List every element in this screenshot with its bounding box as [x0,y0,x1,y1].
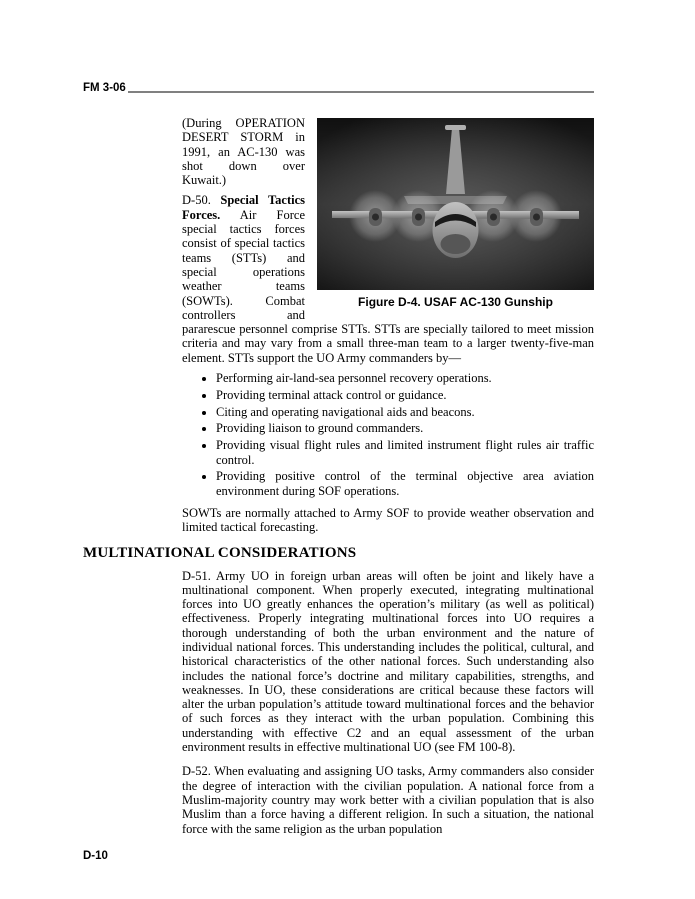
paragraph-intro: (During OPERATION DESERT STORM in 1991, an AC-130 was shot down over Kuwait.) [182,116,305,188]
paragraph-d51: D-51. Army UO in foreign urban areas will often be joint and likely have a multinational component. When properly executed, integrating multinational forces into UO greatly enhances the operation’s military (as well as political) effectiveness. Properly integrating multinational forces into UO requires a thorough understanding of both the urban environment and the nature of individual national forces. This understanding includes the political, cultural, and historical characteristics of the other national forces. Such understanding also includes the national force’s doctrine and military capabilities, strengths, and weaknesses. In UO, these considerations are critical because these factors will alter the urban population’s attitude toward multinational forces and the behavior of such forces as they interact with the urban population. Combining this understanding with effective C2 and an equal assessment of the urban environment results in effective multinational UO (see FM 100-8). [182,568,594,755]
list-item: • Citing and operating navigational aids and beacons. [216,405,594,419]
figure-d4 [317,118,594,309]
paragraph-d50-lead: Special Tactics Forces. [182,193,305,222]
stt-task-list [182,371,594,498]
paragraph-d52: D-52. When evaluating and assigning UO tasks, Army commanders also consider the degree of interaction with the civilian population. A national force from a Muslim-majority country may work better with a civilian population that is also Muslim than a force having a different religion. In such a situation, the national force with the same religion as the urban population [182,764,594,836]
list-item: • Performing air-land-sea personnel recovery operations. [216,371,594,385]
list-item: • Providing positive control of the terminal objective area aviation environment during SOF operations. [216,469,594,498]
figure-caption: Figure D-4. USAF AC-130 Gunship [358,295,553,309]
list-item: • Providing liaison to ground commanders. [216,421,594,435]
running-head [83,82,594,94]
list-item: • Providing visual flight rules and limited instrument flight rules air traffic control. [216,438,594,467]
ac130-photo [317,118,594,290]
section-heading: MULTINATIONAL CONSIDERATIONS [83,544,357,561]
paragraph-sowts: SOWTs are normally attached to Army SOF to provide weather observation and limited tactical forecasting. [182,505,594,535]
nose-radome [441,234,471,254]
multinational-block [182,569,594,836]
paragraph-d50-text: Air Force special tactics forces consist of special tactics teams (STTs) and special operations weather teams (SOWTs). Combat controllers and pararescue personnel comprise STTs. STTs are specially tailored to meet mission criteria and may vary from a small three-man team to a larger twenty-five-man element. STTs support the UO Army commanders by— [182,207,594,365]
page-content [83,116,594,842]
page-number: D-10 [83,850,108,862]
list-item: • Providing terminal attack control or guidance. [216,388,594,402]
doc-id-label: FM 3-06 [83,82,126,94]
header-rule [128,92,594,93]
d50-block [182,116,594,535]
paragraph-d50-label: D-50. [182,193,211,208]
